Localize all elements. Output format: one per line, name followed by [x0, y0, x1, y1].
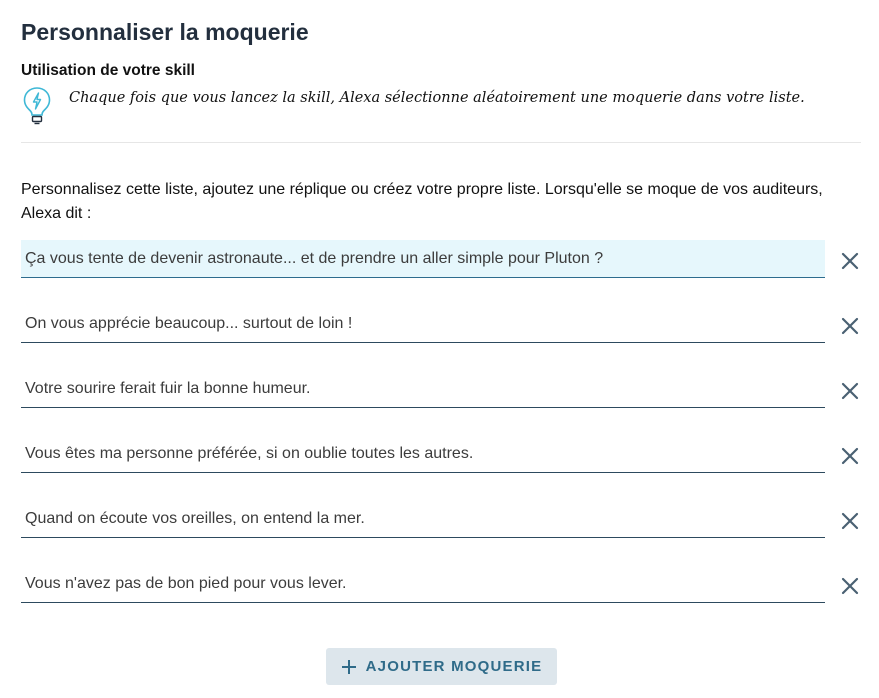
insult-input[interactable]: [21, 240, 825, 278]
remove-insult-button[interactable]: [838, 249, 862, 273]
insult-row: [21, 565, 871, 603]
insult-row: [21, 370, 871, 408]
remove-insult-button[interactable]: [838, 379, 862, 403]
remove-insult-button[interactable]: [838, 509, 862, 533]
tip-text: Chaque fois que vous lancez la skill, Alexa sélectionne aléatoirement une moquerie dans votre liste.: [69, 90, 805, 106]
insult-input[interactable]: [21, 565, 825, 603]
intro-text: Personnalisez cette liste, ajoutez une réplique ou créez votre propre liste. Lorsqu'elle se moque de vos auditeurs, Alexa dit :: [21, 181, 823, 222]
remove-insult-button[interactable]: [838, 314, 862, 338]
insult-input[interactable]: [21, 435, 825, 473]
remove-insult-button[interactable]: [838, 574, 862, 598]
insult-row: [21, 240, 871, 278]
lightbulb-icon: [22, 86, 52, 126]
page-title: Personnaliser la moquerie: [21, 19, 309, 45]
insult-input[interactable]: [21, 370, 825, 408]
divider: [21, 142, 861, 143]
insult-row: [21, 435, 871, 473]
insult-row: [21, 500, 871, 538]
add-insult-label: AJOUTER MOQUERIE: [365, 658, 543, 675]
add-insult-button[interactable]: [326, 648, 557, 685]
plus-icon: [341, 659, 357, 675]
insult-input[interactable]: [21, 500, 825, 538]
insult-input[interactable]: [21, 305, 825, 343]
insult-row: [21, 305, 871, 343]
remove-insult-button[interactable]: [838, 444, 862, 468]
usage-heading: Utilisation de votre skill: [21, 62, 195, 79]
